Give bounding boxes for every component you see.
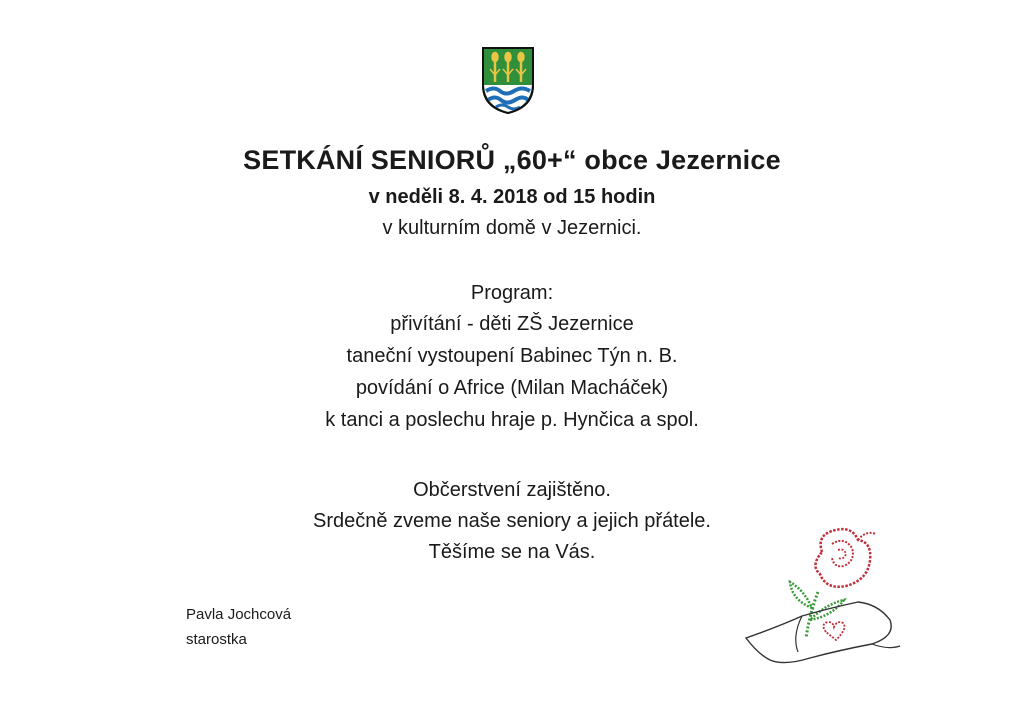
signature-name: Pavla Jochcová	[186, 606, 292, 623]
municipal-coat-of-arms-icon	[480, 45, 536, 115]
event-date: v neděli 8. 4. 2018 od 15 hodin	[368, 186, 656, 208]
program-item: povídání o Africe (Milan Macháček)	[355, 377, 669, 399]
rose-drawing-icon	[740, 520, 920, 670]
closing-line: Těšíme se na Vás.	[428, 541, 596, 563]
signature-role: starostka	[186, 631, 247, 648]
event-place: v kulturním domě v Jezernici.	[382, 217, 642, 239]
program-item: k tanci a poslechu hraje p. Hynčica a spol.	[325, 409, 699, 431]
event-title: SETKÁNÍ SENIORŮ „60+“ obce Jezernice	[243, 145, 781, 175]
refreshments-note: Občerstvení zajištěno.	[413, 479, 611, 501]
program-item: přivítání - děti ZŠ Jezernice	[390, 313, 634, 335]
program-label: Program:	[470, 282, 554, 304]
invitation-line: Srdečně zveme naše seniory a jejich přátele.	[313, 510, 711, 532]
program-item: taneční vystoupení Babinec Týn n. B.	[346, 345, 678, 367]
